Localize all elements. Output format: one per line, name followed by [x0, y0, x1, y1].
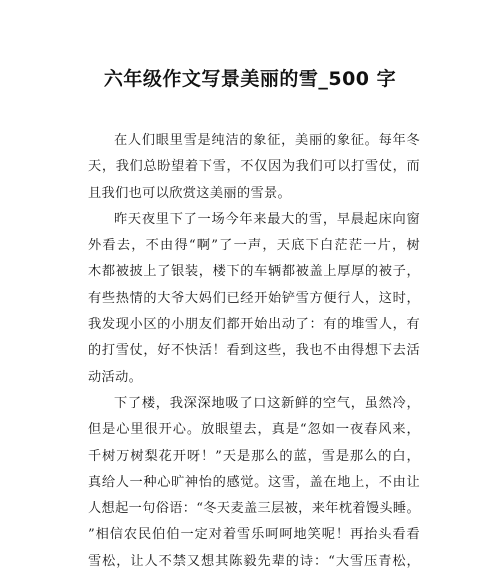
text-line: 外看去，不由得“啊”了一声，天底下白茫茫一片，树	[88, 238, 420, 254]
text-line: 有些热情的大爷大妈们已经开始铲雪方便行人，这时，	[88, 290, 420, 306]
text-line: 我发现小区的小朋友们都开始出动了：有的堆雪人，有	[88, 317, 420, 333]
text-line: 千树万树梨花开呀！”天是那么的蓝，雪是那么的白，	[88, 448, 420, 464]
text-line: 在人们眼里雪是纯洁的象征，美丽的象征。每年冬	[114, 133, 420, 148]
text-line: 动活动。	[88, 369, 143, 385]
text-line: ”相信农民伯伯一定对着雪乐呵呵地笑呢！再抬头看看	[88, 527, 420, 543]
text-line: 天，我们总盼望着下雪，不仅因为我们可以打雪仗，而	[88, 159, 420, 175]
text-line: 的打雪仗，好不快活！看到这些，我也不由得想下去活	[88, 343, 420, 359]
document-body	[88, 128, 420, 575]
text-line: 木都被披上了银装，楼下的车辆都被盖上厚厚的被子，	[88, 264, 420, 280]
text-line: 且我们也可以欣赏这美丽的雪景。	[88, 185, 292, 201]
text-line: 雪松，让人不禁又想其陈毅先辈的诗：“大雪压青松，	[88, 553, 420, 569]
document-title: 六年级作文写景美丽的雪_500 字	[103, 68, 397, 90]
text-line: 真给人一种心旷神怡的感觉。这雪，盖在地上，不由让	[88, 474, 420, 490]
text-line: 昨天夜里下了一场今年来最大的雪，早晨起床向窗	[114, 211, 420, 227]
text-line: 人想起一句俗语：“冬天麦盖三层被，来年枕着馒头睡。	[88, 501, 420, 517]
text-line: 下了楼，我深深地吸了口这新鲜的空气，虽然冷，	[114, 395, 420, 411]
text-line: 但是心里很开心。放眼望去，真是“忽如一夜春风来，	[88, 422, 420, 438]
